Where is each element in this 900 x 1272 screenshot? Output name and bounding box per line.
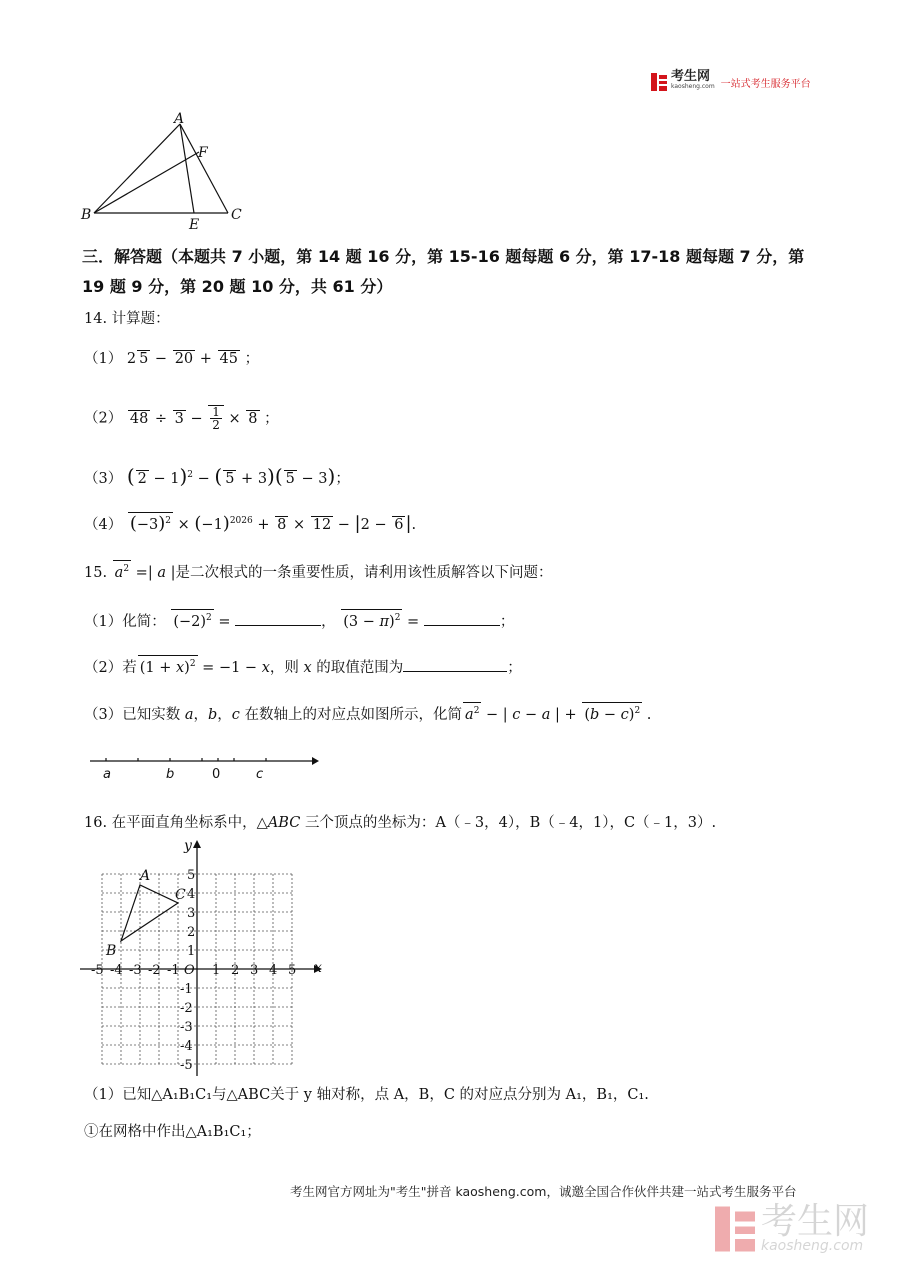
q15-part2: （2）若 $(1 + x)^2 = -1 - x$，则 x 的取值范围为 ； [84, 655, 522, 678]
q15-part3: （3）已知实数 a，b，c 在数轴上的对应点如图所示，化简 $a^2$ − | c − a | + $(b - c)^2$ . [84, 702, 651, 725]
y-tick-label: -3 [180, 1020, 193, 1035]
header-slogan: 一站式考生服务平台 [720, 78, 811, 90]
point-b-label: B [106, 943, 117, 959]
x-tick-label: -1 [167, 963, 180, 978]
x-tick-label: 5 [288, 963, 297, 978]
q16-part1a: ①在网格中作出△A₁B₁C₁； [84, 1124, 261, 1140]
x-tick-label: 4 [269, 963, 278, 978]
y-tick-label: -5 [180, 1058, 193, 1073]
q16-part1: （1）已知△A₁B₁C₁与△ABC关于 y 轴对称，点 A，B，C 的对应点分别为 A₁，B₁，C₁. [84, 1087, 649, 1103]
q14-item-2-label: （2） [84, 410, 123, 427]
q14-item-4-expr: $(-3)^2 \times (-1)^{2026} + 8 \times 12 - |2 - 6$ |. [129, 512, 417, 534]
footer-text: 考生网官方网址为"考生"拼音 kaosheng.com，诚邀全国合作伙伴共建一站式考生服务平台 [290, 1184, 797, 1199]
y-tick-label: -2 [180, 1001, 193, 1016]
label-b: B [81, 207, 92, 223]
x-axis-label: x [314, 960, 322, 976]
number-line-arrow [312, 757, 319, 765]
q14-title: 14. 计算题： [84, 311, 170, 327]
y-tick-label: -1 [180, 982, 193, 997]
q16-stem: 16. 在平面直角坐标系中，△ABC 三个顶点的坐标为：A（﹣3，4），B（﹣4，1），C（﹣1，3）. [84, 815, 717, 831]
x-tick-label: O [184, 963, 195, 978]
q14-item-3-expr: ( 2 − 1)$^2$ − ( 5 + 3)( 5 − 3)； [126, 463, 350, 488]
section-title-line2: 19 题 9 分，第 20 题 10 分，共 61 分） [82, 277, 393, 296]
logo-name: 考生网 [671, 69, 711, 84]
label-e: E [189, 217, 200, 233]
q16-number: 16. 在平面直角坐标系中，△ [84, 815, 268, 831]
q15-stem-text: 是二次根式的一条重要性质，请利用该性质解答以下问题： [175, 564, 553, 581]
q14-item-1-expr: 2 5 − 20 + 45 ； [126, 351, 260, 367]
label-c: C [231, 207, 242, 223]
q16-coords: A（﹣3，4），B（﹣4，1），C（﹣1，3）. [435, 815, 717, 831]
q14-item-3-label: （3） [84, 470, 123, 487]
label-a: A [174, 111, 185, 127]
section-title [82, 242, 804, 302]
q14-item-1-label: （1） [84, 351, 123, 367]
q14-item-3 [84, 465, 350, 489]
q14-item-4-label: （4） [84, 516, 123, 533]
q15-stem [84, 560, 552, 583]
q14-item-2-expr: 48 ÷ 3 − $\frac{1}{2}$ × 8 ； [129, 405, 279, 432]
y-tick-label: -4 [180, 1039, 193, 1054]
nl-label-c: c [256, 767, 264, 782]
header-logo[interactable] [651, 69, 811, 92]
q15-part2-text2: 的取值范围为 [316, 659, 404, 676]
triangle-abc [121, 885, 178, 941]
q14-item-4 [84, 511, 416, 535]
q14-item-1 [84, 349, 259, 369]
y-tick-label: 2 [187, 925, 196, 940]
logo-url: kaosheng.com [671, 83, 715, 90]
q15-part2-label: （2）若 [84, 659, 137, 676]
x-tick-label: -3 [129, 963, 142, 978]
answer-blank-1[interactable] [235, 611, 321, 626]
coordinate-grid [78, 838, 328, 1078]
q16-stem-mid: 三个顶点的坐标为： [304, 815, 436, 831]
q15-part3-text: 在数轴上的对应点如图所示，化简 [244, 706, 463, 723]
x-tick-label: -4 [110, 963, 123, 978]
nl-label-b: b [166, 767, 175, 782]
y-tick-label: 3 [187, 906, 196, 921]
section-title-line1: 三．解答题（本题共 7 小题，第 14 题 16 分，第 15-16 题每题 6 分，第 17-18 题每题 7 分，第 [82, 247, 805, 266]
q15-number: 15. [84, 564, 108, 581]
y-axis-label: y [184, 838, 192, 854]
x-tick-label: 3 [250, 963, 259, 978]
triangle-figure [78, 110, 253, 235]
x-tick-label: 2 [231, 963, 240, 978]
watermark-logo-icon [715, 1206, 755, 1252]
answer-blank-3[interactable] [403, 657, 507, 672]
point-c-label: C [175, 887, 186, 903]
y-tick-label: 1 [187, 944, 196, 959]
answer-blank-2[interactable] [424, 611, 500, 626]
q14-item-2 [84, 405, 279, 431]
q15-identity: $a^2$ =| a | [112, 565, 176, 581]
watermark-name: 考生网 [761, 1201, 870, 1242]
segment-ab [94, 124, 180, 213]
number-line [88, 750, 320, 784]
q15-part1: （1）化简： $(-2)^2$ = ， $(3 - \pi)^2$ = ； [84, 609, 514, 632]
logo-icon [651, 73, 667, 91]
q15-part3-label: （3）已知实数 [84, 706, 181, 723]
nl-label-a: a [103, 767, 111, 782]
y-tick-label: 5 [187, 868, 196, 883]
watermark [715, 1201, 870, 1254]
x-tick-label: 1 [212, 963, 221, 978]
y-axis-arrow [193, 840, 201, 848]
x-tick-label: -2 [148, 963, 161, 978]
y-tick-label: 4 [187, 887, 196, 902]
q15-part2-text: ，则 [269, 659, 299, 676]
x-tick-label: -5 [91, 963, 104, 978]
label-f: F [198, 145, 208, 161]
segment-bf [94, 152, 199, 213]
point-a-label: A [140, 868, 151, 884]
q15-part1-label: （1）化简： [84, 613, 166, 630]
nl-label-0: 0 [212, 767, 221, 782]
watermark-url: kaosheng.com [761, 1238, 864, 1254]
